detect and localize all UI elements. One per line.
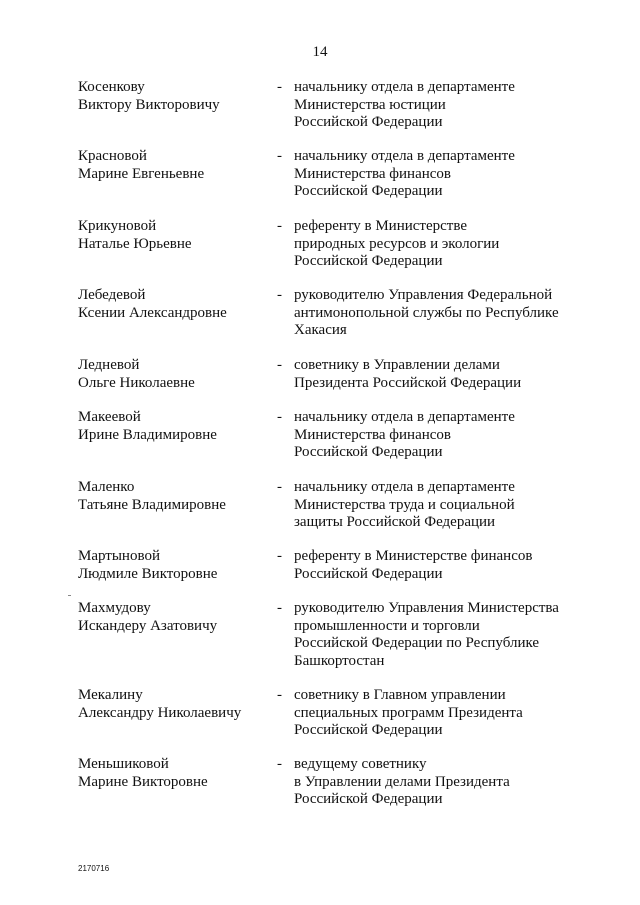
entry-dash: - <box>277 287 282 303</box>
position-line: Министерства финансов <box>294 165 451 182</box>
position-title <box>294 548 594 583</box>
name-line: Ксении Александровне <box>78 304 227 321</box>
name-line: Крикуновой <box>78 218 157 234</box>
position-title <box>294 687 594 740</box>
position-line: Российской Федерации <box>294 791 443 807</box>
position-title <box>294 287 594 340</box>
position-line: Министерства финансов <box>294 426 451 443</box>
entry-dash: - <box>277 409 282 425</box>
name-line: Махмудову <box>78 600 151 616</box>
position-line: руководителю Управления Министерства <box>294 600 559 616</box>
name-line: Наталье Юрьевне <box>78 235 192 252</box>
person-name <box>78 756 268 791</box>
document-code: 2170716 <box>78 864 110 873</box>
entry-dash: - <box>277 756 282 772</box>
person-name <box>78 687 268 722</box>
page-number: 14 <box>312 44 328 60</box>
name-line: Красновой <box>78 148 147 164</box>
position-title <box>294 79 594 132</box>
position-title <box>294 357 594 392</box>
position-line: Российской Федерации <box>294 444 443 460</box>
position-line: в Управлении делами Президента <box>294 773 510 790</box>
position-line: Российской Федерации <box>294 722 443 738</box>
position-line: Российской Федерации <box>294 253 443 269</box>
person-name <box>78 600 268 635</box>
name-line: Марине Викторовне <box>78 773 208 790</box>
person-name <box>78 357 268 392</box>
position-line: защиты Российской Федерации <box>294 514 496 530</box>
position-line: Российской Федерации <box>294 114 443 130</box>
entry-dash: - <box>277 600 282 616</box>
entry-dash: - <box>277 357 282 373</box>
position-title <box>294 218 594 271</box>
position-title <box>294 148 594 201</box>
entry-dash: - <box>277 548 282 564</box>
entry-dash: - <box>277 79 282 95</box>
name-line: Мекалину <box>78 687 143 703</box>
position-line: начальнику отдела в департаменте <box>294 79 515 95</box>
name-line: Лебедевой <box>78 287 146 303</box>
position-line: референту в Министерстве <box>294 218 467 234</box>
name-line: Мартыновой <box>78 548 160 564</box>
position-line: советнику в Управлении делами <box>294 357 500 373</box>
position-line: советнику в Главном управлении <box>294 687 506 703</box>
position-line: Российской Федерации <box>294 565 443 582</box>
name-line: Косенкову <box>78 79 145 95</box>
name-line: Людмиле Викторовне <box>78 565 218 582</box>
name-line: Ольге Николаевне <box>78 374 195 391</box>
position-line: Хакасия <box>294 322 347 338</box>
position-line: начальнику отдела в департаменте <box>294 409 515 425</box>
name-line: Татьяне Владимировне <box>78 496 226 513</box>
name-line: Виктору Викторовичу <box>78 96 220 113</box>
position-line: Министерства труда и социальной <box>294 496 515 513</box>
person-name <box>78 148 268 183</box>
position-title <box>294 600 594 670</box>
position-line: Президента Российской Федерации <box>294 374 522 391</box>
name-line: Ледневой <box>78 357 140 373</box>
position-line: начальнику отдела в департаменте <box>294 148 515 164</box>
position-line: Российской Федерации по Республике <box>294 635 540 651</box>
entry-dash: - <box>277 687 282 703</box>
margin-mark <box>68 595 71 596</box>
entry-dash: - <box>277 148 282 164</box>
entry-dash: - <box>277 218 282 234</box>
name-line: Макеевой <box>78 409 141 425</box>
person-name <box>78 479 268 514</box>
name-line: Маленко <box>78 479 135 495</box>
position-line: ведущему советнику <box>294 756 427 772</box>
position-line: природных ресурсов и экологии <box>294 235 500 252</box>
position-line: специальных программ Президента <box>294 704 523 721</box>
position-line: Башкортостан <box>294 652 385 669</box>
name-line: Искандеру Азатовичу <box>78 617 218 634</box>
position-line: руководителю Управления Федеральной <box>294 287 553 303</box>
person-name <box>78 409 268 444</box>
position-line: начальнику отдела в департаменте <box>294 479 515 495</box>
position-line: Российской Федерации <box>294 183 443 199</box>
person-name <box>78 287 268 322</box>
name-line: Меньшиковой <box>78 756 169 772</box>
position-title <box>294 409 594 462</box>
person-name <box>78 548 268 583</box>
position-title <box>294 479 594 532</box>
position-line: Министерства юстиции <box>294 96 446 113</box>
position-title <box>294 756 594 809</box>
position-line: референту в Министерстве финансов <box>294 548 533 564</box>
person-name <box>78 218 268 253</box>
name-line: Александру Николаевичу <box>78 704 242 721</box>
name-line: Марине Евгеньевне <box>78 165 205 182</box>
position-line: промышленности и торговли <box>294 617 480 634</box>
position-line: антимонопольной службы по Республике <box>294 304 559 321</box>
entry-dash: - <box>277 479 282 495</box>
person-name <box>78 79 268 114</box>
name-line: Ирине Владимировне <box>78 426 217 443</box>
